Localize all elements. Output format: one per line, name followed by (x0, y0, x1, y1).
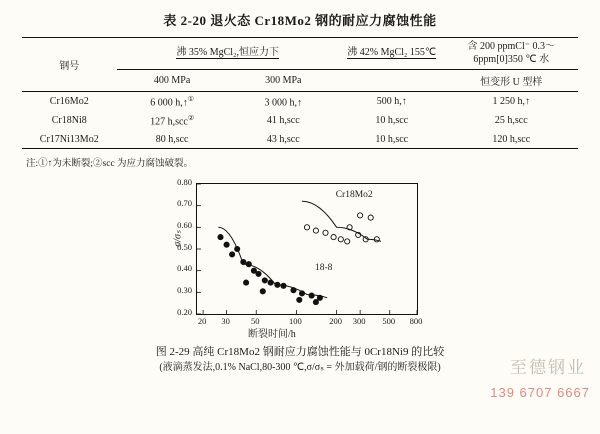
cell-steel: Cr17Ni13Mo2 (22, 131, 117, 149)
header-steel: 钢号 (22, 38, 117, 92)
chart-x-tick-label: 50 (250, 315, 260, 326)
cell-400mpa (117, 131, 228, 149)
cell-steel: Cr18Ni8 (51, 115, 87, 127)
corrosion-table (22, 37, 578, 149)
header-400mpa: 400 MPa (117, 70, 228, 92)
cell-400mpa (117, 92, 228, 112)
chart-y-tick-label: 0.40 (177, 263, 192, 274)
cell-300mpa (228, 111, 339, 130)
chart-y-tick-label: 0.70 (177, 198, 192, 209)
figure-caption-line2: (液滴蒸发法,0.1% NaCl,80-300 ℃,σ/σₛ = 外加载荷/钢的断裂极限) (159, 361, 441, 373)
cell-300mpa (228, 131, 339, 149)
chart-y-tick-label: 0.80 (177, 176, 192, 187)
table-title: 表 2-20 退火态 Cr18Mo2 钢的耐应力腐蚀性能 (163, 13, 437, 28)
cell-155c (339, 131, 445, 149)
cell-155c-value: 500 h,↑ (376, 96, 407, 108)
header-155c (339, 70, 445, 92)
header-group-mgcl2-42-text: 沸 42% MgCl₂ 155℃ (347, 47, 437, 59)
cell-300mpa-value: 41 h,scc (266, 115, 300, 127)
chart-x-tick-label: 30 (221, 315, 230, 326)
cell-water (445, 92, 578, 112)
chart-series-label-cr18mo2: Cr18Mo2 (335, 189, 373, 200)
chart-x-tick-label: 800 (409, 315, 423, 326)
watermark-phone: 139 6707 6667 (490, 385, 590, 400)
chart-y-axis-label: σ/σₛ (172, 229, 184, 247)
chart-x-axis-label: 断裂时间/h (248, 328, 296, 340)
cell-300mpa-value: 43 h,scc (266, 133, 300, 145)
chart-x-tick-label: 300 (352, 315, 366, 326)
header-group-mgcl2-35-text: 沸 35% MgCl₂,恒应力下 (176, 47, 280, 59)
chart-x-tick-label: 500 (382, 315, 396, 326)
chart-canvas (197, 184, 417, 314)
chart-x-tick-label: 100 (289, 315, 302, 326)
cell-400mpa (117, 111, 228, 130)
cell-steel: Cr16Mo2 (22, 92, 117, 112)
header-group-water-line2: 6ppm[0]350 ℃ 水 (473, 53, 550, 65)
chart-x-tick-label: 20 (197, 315, 207, 326)
cell-water-value: 120 h,scc (492, 133, 531, 145)
cell-water (445, 111, 578, 130)
cell-water (445, 131, 578, 149)
cell-155c (339, 111, 445, 130)
cell-400mpa-sup: ② (187, 114, 195, 123)
cell-water-value: 25 h,scc (494, 115, 528, 127)
header-300mpa: 300 MPa (228, 70, 339, 92)
chart-y-tick-label: 0.30 (177, 284, 192, 295)
chart-y-tick-label: 0.50 (177, 241, 192, 252)
header-u-sample: 恒变形 U 型样 (445, 70, 578, 92)
figure-chart (0, 175, 600, 343)
table-group-header-row (22, 38, 578, 70)
header-group-mgcl2-35 (117, 38, 339, 70)
cell-400mpa-value: 80 h,scc (155, 133, 189, 145)
table-row (22, 92, 578, 112)
table-row (22, 111, 578, 130)
chart-y-tick-label: 0.60 (177, 219, 192, 230)
cell-water-value: 1 250 h,↑ (492, 96, 530, 108)
chart-series-label-18-8: 18-8 (314, 263, 333, 274)
watermark-text: 至德钢业 (510, 358, 586, 377)
table-note: 注:①↑为未断裂;②scc 为应力腐蚀破裂。 (26, 158, 194, 169)
figure-caption-line1: 图 2-29 高纯 Cr18Mo2 钢耐应力腐蚀性能与 0Cr18Ni9 的比较 (155, 345, 445, 358)
cell-155c (339, 92, 445, 112)
header-group-water (445, 38, 578, 70)
chart-plot-area (196, 183, 418, 315)
cell-400mpa-sup: ① (187, 95, 194, 103)
chart-x-tick-label: 200 (329, 315, 342, 326)
header-group-water-line1: 含 200 ppmCl⁻ 0.3～ (467, 41, 556, 52)
table-row (22, 131, 578, 149)
cell-300mpa-value: 3 000 h,↑ (264, 97, 303, 109)
chart-y-tick-label: 0.20 (177, 306, 192, 317)
cell-300mpa (228, 92, 339, 112)
cell-400mpa-value: 127 h,scc (150, 116, 188, 128)
cell-155c-value: 10 h,scc (375, 115, 409, 127)
table-container (22, 37, 578, 149)
header-group-mgcl2-42 (339, 38, 445, 70)
cell-155c-value: 10 h,scc (375, 133, 409, 145)
cell-400mpa-value: 6 000 h,↑ (150, 97, 188, 109)
